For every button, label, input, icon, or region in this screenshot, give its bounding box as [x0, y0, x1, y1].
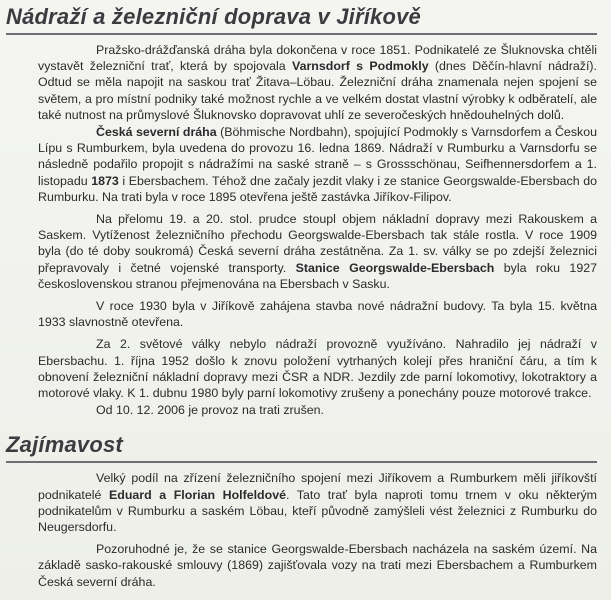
text-run: byla roku 1927 československou stranou přejmenována na Ebersbach v Sasku. — [38, 260, 597, 291]
text-run: (dnes Děčín-hlavní nádraží). Odtud se měla napojit na saskou trať Žitava–Löbau. Železniční dráha znamenala nejen spojení se světem, a pro místní podniky také možnost rychle a ve velkém dostat vlastní výrobky k odběratelí, ale také nutnost na průmyslové Šluknovsko dopravovat uhlí ze severočeských hnědouhelných dolů. — [38, 59, 598, 122]
bold-text: 1873 — [91, 173, 119, 188]
paragraph — [6, 541, 597, 590]
text-run: V roce 1930 byla v Jiříkově zahájena stavba nové nádražní budovy. Ta byla 15. května 1933 slavnostně otevřena. — [38, 299, 597, 330]
bold-text: Eduard a Florian Holfeldové — [108, 487, 286, 502]
text-run: (Böhmische Nordbahn), spojující Podmokly s Varnsdorfem a Českou Lípu s Rumburkem, byla uvedena do provozu 16. ledna 1869. Nádraží v Rumburku a Varnsdorfu se následně podařilo propojit s nádražími na saské straně – s Grossschönau, Seifhennersdorfem a 1. listopadu — [38, 125, 597, 188]
text-run: Od 10. 12. 2006 je provoz na trati zrušen. — [96, 403, 324, 418]
bold-text: Stanice Georgswalde-Ebersbach — [295, 260, 495, 275]
paragraph — [6, 402, 597, 418]
paragraph — [6, 124, 597, 205]
text-run: Pozoruhodné je, že se stanice Georgswalde-Ebersbach nacházela na saském území. Na základě sasko-rakouské smlouvy (1869) zajišťovala vozy na trati mezi Ebersbachem a Rumburkem Česká severní dráha. — [38, 542, 597, 589]
text-run: Za 2. světové války nebylo nádraží provozně využíváno. Nahradilo jej nádraží v Ebersbachu. 1. října 1952 došlo k znovu položení vytrhaných kolejí přes hraniční čáru, a tím k obnovení železniční nákladní dopravy mezi ČSR a NDR. Jezdily zde parní lokomotivy, lokotraktory a motorové vlaky. K 1. dubnu 1980 byly parní lokomotivy zrušeny a ponechány pouze motorové trakce. — [38, 337, 597, 401]
section-railway-body — [6, 42, 597, 418]
section-title-curiosity: Zajímavost — [6, 432, 123, 458]
paragraph — [6, 42, 597, 123]
section-title-railway: Nádraží a železniční doprava v Jiříkově — [6, 4, 421, 29]
title-underline — [6, 461, 597, 463]
paragraph — [6, 336, 597, 401]
paragraph — [6, 470, 597, 535]
bold-text: Česká severní dráha — [96, 125, 217, 140]
paragraph — [6, 298, 597, 330]
title-underline — [6, 33, 597, 35]
bold-text: Varnsdorf s Podmokly — [292, 59, 429, 74]
text-run: i Ebersbachem. Téhož dne začaly jezdit vlaky i ze stanice Georgswalde-Ebersbach do Rumburku. Na trati byla v roce 1895 otevřena ještě zastávka Jiříkov-Filipov. — [38, 173, 597, 204]
text-run: Na přelomu 19. a 20. stol. prudce stoupl objem nákladní dopravy mezi Rakouskem a Saskem. Vytíženost železničního přechodu Georgswalde-Ebersbach tak stále rostla. V roce 1909 byla (do té doby soukromá) Česká severní dráha zestátněna. Za 1. sv. války se po zdejší železnici přepravovaly i četné vojenské transporty. — [38, 212, 597, 275]
section-curiosity-body — [6, 470, 597, 589]
text-run: Velký podíl na zřízení železničního spojení mezi Jiříkovem a Rumburkem měli jiříkovští podnikatelé — [38, 471, 597, 502]
text-run: . Tato trať byla naproti tomu trnem v oku některým podnikatelům v Rumburku a saském Löbau, kteří původně zamýšleli vést železnici z Rumburku do Neugersdorfu. — [38, 487, 598, 535]
text-run: Pražsko-drážďanská dráha byla dokončena v roce 1851. Podnikatelé ze Šluknovska chtěli vystavět železniční trať, která by spojovala — [38, 43, 597, 74]
paragraph — [6, 211, 597, 292]
